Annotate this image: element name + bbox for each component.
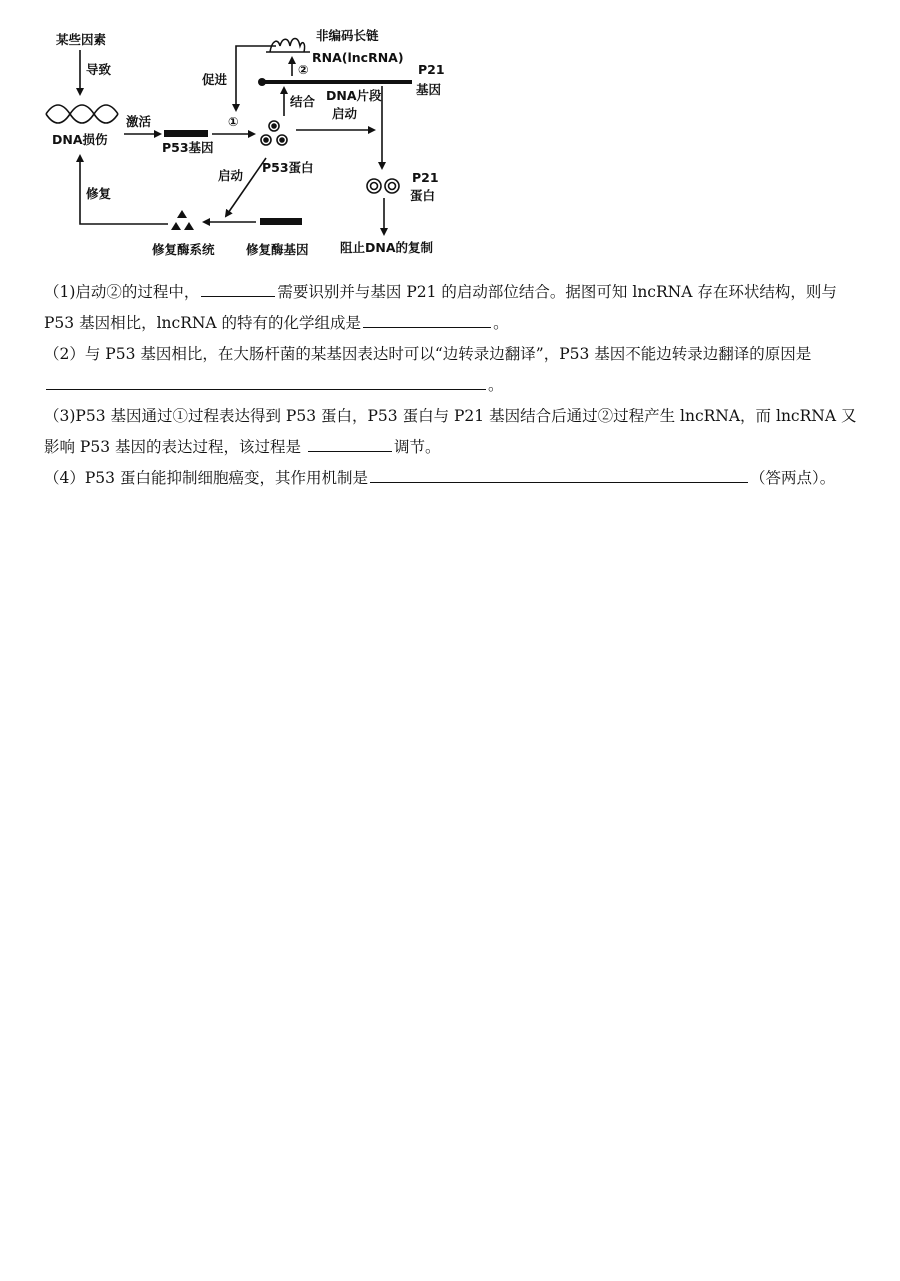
- arrow-promote: [236, 46, 276, 110]
- label-dna-fragment-line2: 启动: [332, 106, 358, 121]
- label-p21-protein-line1: P21: [412, 170, 439, 185]
- arrow-initiate: [226, 158, 266, 216]
- label-p21-gene-line2: 基因: [416, 82, 442, 97]
- q2-text-a: （2）与 P53 基因相比，在大肠杆菌的某基因表达时可以“边转录边翻译”，P53 基因不能边转录边翻译的原因是: [44, 345, 812, 363]
- label-bind: 结合: [290, 94, 316, 109]
- q4-blank-1[interactable]: [370, 464, 748, 483]
- label-repair-gene: 修复酶基因: [246, 242, 309, 257]
- q3-text-b: 调节。: [393, 438, 441, 456]
- label-lncrna-line1: 非编码长链: [316, 28, 379, 43]
- q3-blank-1[interactable]: [308, 433, 392, 452]
- q1-blank-1[interactable]: [201, 278, 275, 297]
- label-promote: 促进: [202, 72, 228, 87]
- q2-blank-1[interactable]: [46, 371, 486, 390]
- label-some-factors: 某些因素: [56, 32, 107, 47]
- p53-gene-bar: [164, 130, 208, 137]
- q3-text-a: （3)P53 基因通过①过程表达得到 P53 蛋白，P53 蛋白与 P21 基因结合后通过②过程产生 lncRNA，而 lncRNA 又影响 P53 基因的表达过程，该过程是: [44, 407, 857, 456]
- question-4: [44, 463, 864, 494]
- p53-pathway-diagram: [40, 22, 460, 264]
- label-p21-gene-line1: P21: [418, 62, 445, 77]
- label-step1: ①: [228, 114, 239, 129]
- label-activate: 激活: [126, 114, 152, 129]
- p21-gene-start-dot: [258, 78, 266, 86]
- label-repair-system: 修复酶系统: [152, 242, 215, 257]
- label-block-replication: 阻止DNA的复制: [340, 240, 434, 255]
- label-repair: 修复: [86, 186, 112, 201]
- p53-protein-icon: [261, 121, 287, 145]
- q2-text-b: 。: [488, 376, 504, 394]
- q4-text-b: （答两点）。: [749, 469, 836, 487]
- label-dna-fragment-line1: DNA片段: [326, 88, 382, 103]
- question-3: [44, 401, 864, 463]
- repair-system-icon: [171, 210, 194, 230]
- q1-text-a: （1)启动②的过程中，: [44, 283, 200, 301]
- q1-text-b: 需要识别并与基因 P21 的启动部位结合。据图可知 lncRNA 存在环状结构，则与 P53 基因相比，lncRNA 的特有的化学组成是: [44, 283, 837, 332]
- label-initiate: 启动: [218, 168, 244, 183]
- q1-text-c: 。: [493, 314, 509, 332]
- question-1: [44, 277, 864, 339]
- label-p21-protein-line2: 蛋白: [410, 188, 436, 203]
- label-lncrna-line2: RNA(lncRNA): [312, 50, 404, 65]
- lncrna-hairpin-icon: [266, 39, 310, 53]
- q4-text-a: （4）P53 蛋白能抑制细胞癌变，其作用机制是: [44, 469, 368, 487]
- label-step2: ②: [298, 62, 309, 77]
- label-p53-gene: P53基因: [162, 140, 214, 155]
- dna-helix-icon: [46, 105, 118, 123]
- label-dna-damage: DNA损伤: [52, 132, 108, 147]
- label-cause: 导致: [86, 62, 112, 77]
- p21-protein-icon: [367, 179, 399, 193]
- repair-gene-bar: [260, 218, 302, 225]
- label-p53-protein: P53蛋白: [262, 160, 314, 175]
- q1-blank-2[interactable]: [363, 309, 491, 328]
- question-2: [44, 339, 864, 401]
